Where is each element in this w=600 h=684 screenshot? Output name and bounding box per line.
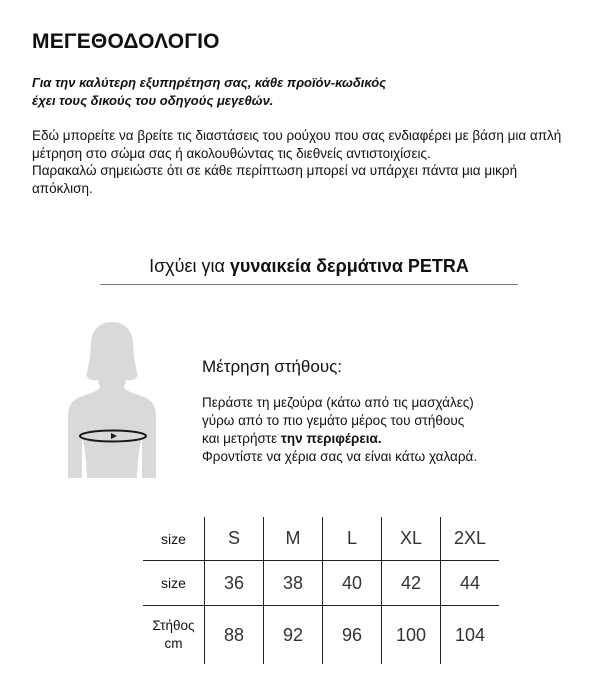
table-row-numeric-sizes: [143, 561, 499, 606]
description-paragraph-2: Παρακαλώ σημειώστε ότι σε κάθε περίπτωση μπορεί να υπάρχει πάντα μια μικρή απόκλιση.: [32, 163, 518, 196]
instruction-line-3-prefix: και μετρήστε: [202, 431, 281, 446]
table-cell: 104: [441, 606, 500, 665]
intro-note: [32, 74, 552, 110]
table-row-chest: [143, 606, 499, 665]
instruction-line-4: Φροντίστε να χέρια σας να είναι κάτω χαλαρά.: [202, 449, 478, 464]
table-cell: L: [323, 517, 382, 561]
instruction-line-1: Περάστε τη μεζούρα (κάτω από τις μασχάλες): [202, 395, 474, 410]
row-label-line-1: Στήθος: [152, 618, 195, 633]
table-cell: 92: [264, 606, 323, 665]
row-label: [143, 606, 205, 665]
instruction-line-2: γύρω από το πιο γεμάτο μέρος του στήθους: [202, 413, 465, 428]
instruction-line-3-bold: την περιφέρεια.: [280, 431, 382, 446]
table-cell: 96: [323, 606, 382, 665]
size-table: [143, 517, 499, 664]
row-label: size: [143, 517, 205, 561]
applies-product: γυναικεία δερμάτινα PETRA: [229, 256, 469, 276]
instruction-line-3: [202, 430, 572, 448]
measurement-title: Μέτρηση στήθους:: [202, 357, 343, 376]
table-cell: 36: [205, 561, 264, 606]
applies-to-heading: [100, 256, 518, 277]
row-label: size: [143, 561, 205, 606]
woman-silhouette-icon: [60, 318, 164, 478]
row-label-line-2: cm: [164, 636, 183, 651]
table-cell: 42: [382, 561, 441, 606]
table-row-sizes: [143, 517, 499, 561]
intro-line-1: Για την καλύτερη εξυπηρέτηση σας, κάθε προϊόν-κωδικός: [32, 75, 387, 90]
intro-line-2: έχει τους δικούς του οδηγούς μεγεθών.: [32, 93, 274, 108]
table-cell: 38: [264, 561, 323, 606]
page-title: ΜΕΓΕΘΟΔΟΛΟΓΙΟ: [32, 30, 220, 53]
silhouette-shape: [68, 322, 156, 478]
applies-prefix: Ισχύει για: [149, 256, 230, 276]
description-paragraph-1: Εδώ μπορείτε να βρείτε τις διαστάσεις του ρούχου που σας ενδιαφέρει με βάση μια απλή μέτρηση στο σώμα σας ή ακολουθώντας τις διεθνείς αντιστοιχίσεις.: [32, 128, 562, 161]
table-cell: M: [264, 517, 323, 561]
table-cell: 2XL: [441, 517, 500, 561]
divider: [100, 284, 518, 285]
measurement-instructions: [202, 394, 572, 466]
description: [32, 127, 562, 197]
table-cell: 44: [441, 561, 500, 606]
table-cell: 40: [323, 561, 382, 606]
table-cell: 100: [382, 606, 441, 665]
table-cell: XL: [382, 517, 441, 561]
table-cell: 88: [205, 606, 264, 665]
table-cell: S: [205, 517, 264, 561]
